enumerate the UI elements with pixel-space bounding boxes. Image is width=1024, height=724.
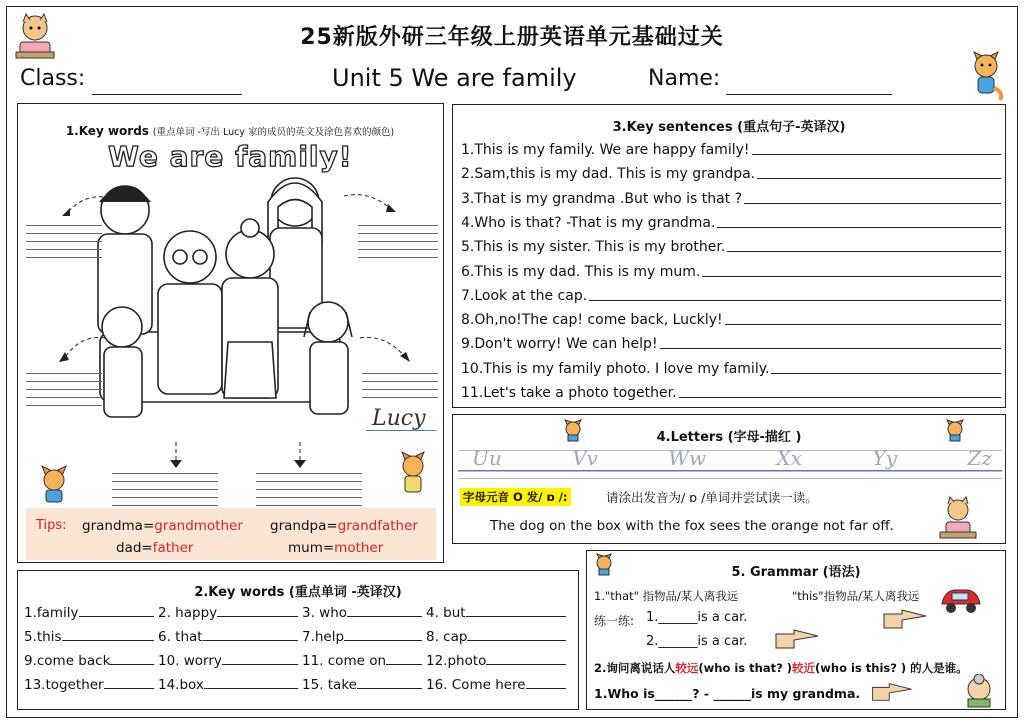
mum-answer-lines[interactable] [358, 218, 438, 258]
sentence-text: 1.This is my family. We are happy family! [461, 142, 750, 158]
sentence-answer-line[interactable] [679, 397, 1001, 398]
vowel-label: 字母元音 O 发/ ɒ /: [460, 488, 571, 506]
fox-waving-icon [34, 462, 74, 508]
rule2-prefix: 2.询问离说话人 [594, 661, 676, 675]
sentence-row[interactable] [461, 377, 1001, 401]
keyword-item[interactable] [158, 604, 298, 621]
keyword-blank[interactable] [222, 652, 298, 665]
section1-title-sub: (重点单词 -写出 Lucy 家的成员的英文及涂色喜欢的颜色) [152, 127, 395, 138]
section5-title: 5. Grammar (语法) [731, 565, 861, 580]
arrow-mum-icon [340, 190, 400, 220]
tip-grandma-left: grandma= [82, 518, 155, 534]
sentence-row[interactable] [461, 256, 1001, 280]
section4-title: 4.Letters (字母-描红 ) [656, 430, 802, 445]
fox-mascot-icon [966, 46, 1006, 106]
sentence-row[interactable] [461, 134, 1001, 158]
keyword-blank[interactable] [466, 604, 566, 617]
sentence-text: 3.That is my grandma .But who is that ? [461, 190, 743, 207]
tip-grandpa-right: grandfather [337, 518, 418, 534]
keyword-label: 3. who [302, 605, 348, 621]
keyword-blank[interactable] [203, 628, 298, 641]
practice-label: 练一练: [594, 614, 635, 628]
keyword-label: 9.come back [24, 653, 111, 669]
trace-guide-bottom [458, 478, 1002, 479]
page-title: 25新版外研三年级上册英语单元基础过关 [300, 25, 724, 50]
tip-grandma [82, 518, 243, 534]
letter-row [472, 446, 992, 470]
keyword-item[interactable] [302, 604, 422, 621]
arrow-boy-icon [55, 332, 115, 366]
section1-title-main: 1.Key words [65, 124, 149, 138]
letter-uu[interactable]: Uu [472, 446, 502, 470]
letter-vv[interactable]: Vv [572, 446, 598, 470]
keyword-item[interactable] [426, 676, 566, 693]
grammar-rule1-right: "this"指物品/某人离我远 [792, 589, 920, 603]
girl-reading-icon [936, 496, 980, 546]
keyword-blank[interactable] [467, 628, 566, 641]
sentence-text: 9.Don't worry! We can help! [461, 336, 658, 353]
fox-girl-icon [396, 448, 430, 500]
letter-zz[interactable]: Zz [967, 446, 992, 470]
grammar-q1[interactable]: 1.Who is______? - ______is my grandma. [594, 686, 861, 701]
keyword-item[interactable] [24, 676, 154, 693]
section1-title [20, 124, 440, 138]
sentence-row[interactable] [461, 231, 1001, 255]
pointing-hand-q-icon [870, 680, 914, 708]
class-label: Class: [20, 66, 86, 91]
sentence-row[interactable] [461, 207, 1001, 231]
sentence-text: 8.Oh,no!The cap! come back, Luckly! [461, 312, 723, 329]
class-field[interactable] [92, 70, 242, 95]
keyword-item[interactable] [426, 628, 566, 645]
keyword-blank[interactable] [62, 628, 154, 641]
sentence-answer-line[interactable] [727, 251, 1001, 252]
keyword-blank[interactable] [204, 676, 298, 689]
section3-title: 3.Key sentences (重点句子-英译汉) [612, 120, 846, 135]
keyword-label: 7.help [302, 629, 345, 645]
keyword-item[interactable] [158, 652, 298, 669]
sentence-answer-line[interactable] [660, 348, 1001, 349]
keyword-label: 15. take [302, 677, 357, 693]
tip-dad [116, 540, 193, 556]
sentence-answer-line[interactable] [771, 373, 1001, 374]
girl-answer-lines[interactable] [362, 366, 438, 398]
red-car-icon [938, 584, 984, 620]
grandpa-answer-lines[interactable] [112, 466, 218, 506]
keyword-item[interactable] [302, 652, 422, 669]
keyword-label: 12.photo [426, 653, 487, 669]
pointing-hand-far-icon [882, 606, 928, 636]
tips-label: Tips: [36, 518, 67, 533]
name-field[interactable] [726, 70, 892, 95]
keyword-blank[interactable] [79, 604, 154, 617]
tip-grandpa [270, 518, 418, 534]
keyword-label: 16. Come here [426, 677, 526, 693]
grandma-answer-lines[interactable] [256, 466, 362, 506]
practice-1[interactable]: 1.______is a car. [646, 610, 748, 625]
keyword-label: 2. happy [158, 605, 218, 621]
grammar-rule2 [594, 660, 968, 676]
sentence-text: 6.This is my dad. This is my mum. [461, 263, 701, 280]
keyword-item[interactable] [426, 604, 566, 621]
sentence-text: 10.This is my family photo. I love my family. [461, 360, 770, 377]
tip-mum-left: mum= [288, 540, 335, 556]
sentence-text: 2.Sam,this is my dad. This is my grandpa. [461, 166, 756, 183]
keyword-blank[interactable] [486, 652, 566, 665]
keyword-label: 10. worry [158, 653, 222, 669]
sentence-row[interactable] [461, 183, 1001, 207]
keyword-blank[interactable] [357, 676, 422, 689]
sentence-row[interactable] [461, 158, 1001, 182]
keyword-label: 4. but [426, 605, 466, 621]
sentence-text: 7.Look at the cap. [461, 287, 588, 304]
keyword-label: 6. that [158, 629, 203, 645]
rule2-suffix: (who is this? ) 的人是谁。 [815, 661, 968, 675]
sentence-answer-line[interactable] [725, 324, 1001, 325]
grammar-rule1-left: 1."that" 指物品/某人离我远 [594, 589, 739, 603]
keyword-label: 8. cap [426, 629, 468, 645]
sentence-row[interactable] [461, 353, 1001, 377]
arrow-girl-icon [356, 332, 416, 366]
keyword-label: 5.this [24, 629, 62, 645]
boy-answer-lines[interactable] [26, 366, 102, 406]
keyword-label: 13.together [24, 677, 104, 693]
unit-title: Unit 5 We are family [332, 64, 577, 92]
keyword-blank[interactable] [217, 604, 298, 617]
grandma-face-icon [962, 674, 996, 712]
sentence-answer-line[interactable] [717, 227, 1001, 228]
sentence-row[interactable] [461, 304, 1001, 328]
sentence-answer-line[interactable] [702, 276, 1001, 277]
keyword-item[interactable] [24, 604, 154, 621]
sentence-text: 5.This is my sister. This is my brother. [461, 239, 726, 256]
keyword-blank[interactable] [526, 676, 566, 689]
sentence-row[interactable] [461, 280, 1001, 304]
pointing-hand-near-icon [774, 626, 820, 656]
sentence-answer-line[interactable] [757, 178, 1001, 179]
family-banner: We are family! [108, 140, 353, 173]
letter-yy[interactable]: Yy [872, 446, 898, 470]
name-label: Name: [648, 66, 721, 91]
sentence-answer-line[interactable] [589, 300, 1001, 301]
practice-2[interactable]: 2.______is a car. [646, 634, 748, 649]
sentence-text: 11.Let's take a photo together. [461, 385, 677, 401]
trace-baseline [458, 470, 1002, 471]
tip-dad-right: father [152, 540, 194, 556]
keyword-label: 1.family [24, 605, 79, 621]
keyword-item[interactable] [158, 628, 298, 645]
rule2-mid: (who is that? ) [698, 661, 793, 675]
letter-xx[interactable]: Xx [776, 446, 803, 470]
keyword-label: 11. come on [302, 653, 387, 669]
reading-sentence[interactable]: The dog on the box with the fox sees the orange not far off. [490, 518, 894, 534]
keyword-item[interactable] [302, 628, 422, 645]
tip-grandma-right: grandmother [154, 518, 243, 534]
keyword-item[interactable] [24, 628, 154, 645]
keyword-blank[interactable] [110, 652, 154, 665]
keyword-item[interactable] [158, 676, 298, 693]
keyword-blank[interactable] [344, 628, 422, 641]
sentence-answer-line[interactable] [744, 203, 1001, 204]
tip-grandpa-left: grandpa= [270, 518, 338, 534]
tip-mum [288, 540, 383, 556]
keyword-item[interactable] [24, 652, 154, 669]
keyword-blank[interactable] [104, 676, 154, 689]
dad-answer-lines[interactable] [26, 218, 102, 258]
sentence-answer-line[interactable] [752, 154, 1002, 155]
letter-ww[interactable]: Ww [668, 446, 707, 470]
tip-mum-right: mother [334, 540, 384, 556]
keyword-blank[interactable] [386, 652, 422, 665]
lucy-label: Lucy [372, 406, 426, 431]
keyword-item[interactable] [426, 652, 566, 669]
section2-title: 2.Key words (重点单词 -英译汉) [194, 585, 402, 600]
lucy-underline [366, 430, 436, 431]
keyword-item[interactable] [302, 676, 422, 693]
vowel-instruction: 请涂出发音为/ ɒ /单词并尝试读一读。 [606, 490, 818, 505]
keyword-blank[interactable] [347, 604, 422, 617]
tip-dad-left: dad= [116, 540, 153, 556]
keyword-label: 14.box [158, 677, 204, 693]
rule2-near: 较近 [792, 661, 816, 675]
sentence-row[interactable] [461, 328, 1001, 352]
sentence-text: 4.Who is that? -That is my grandma. [461, 214, 716, 231]
rule2-far: 较远 [675, 661, 699, 675]
